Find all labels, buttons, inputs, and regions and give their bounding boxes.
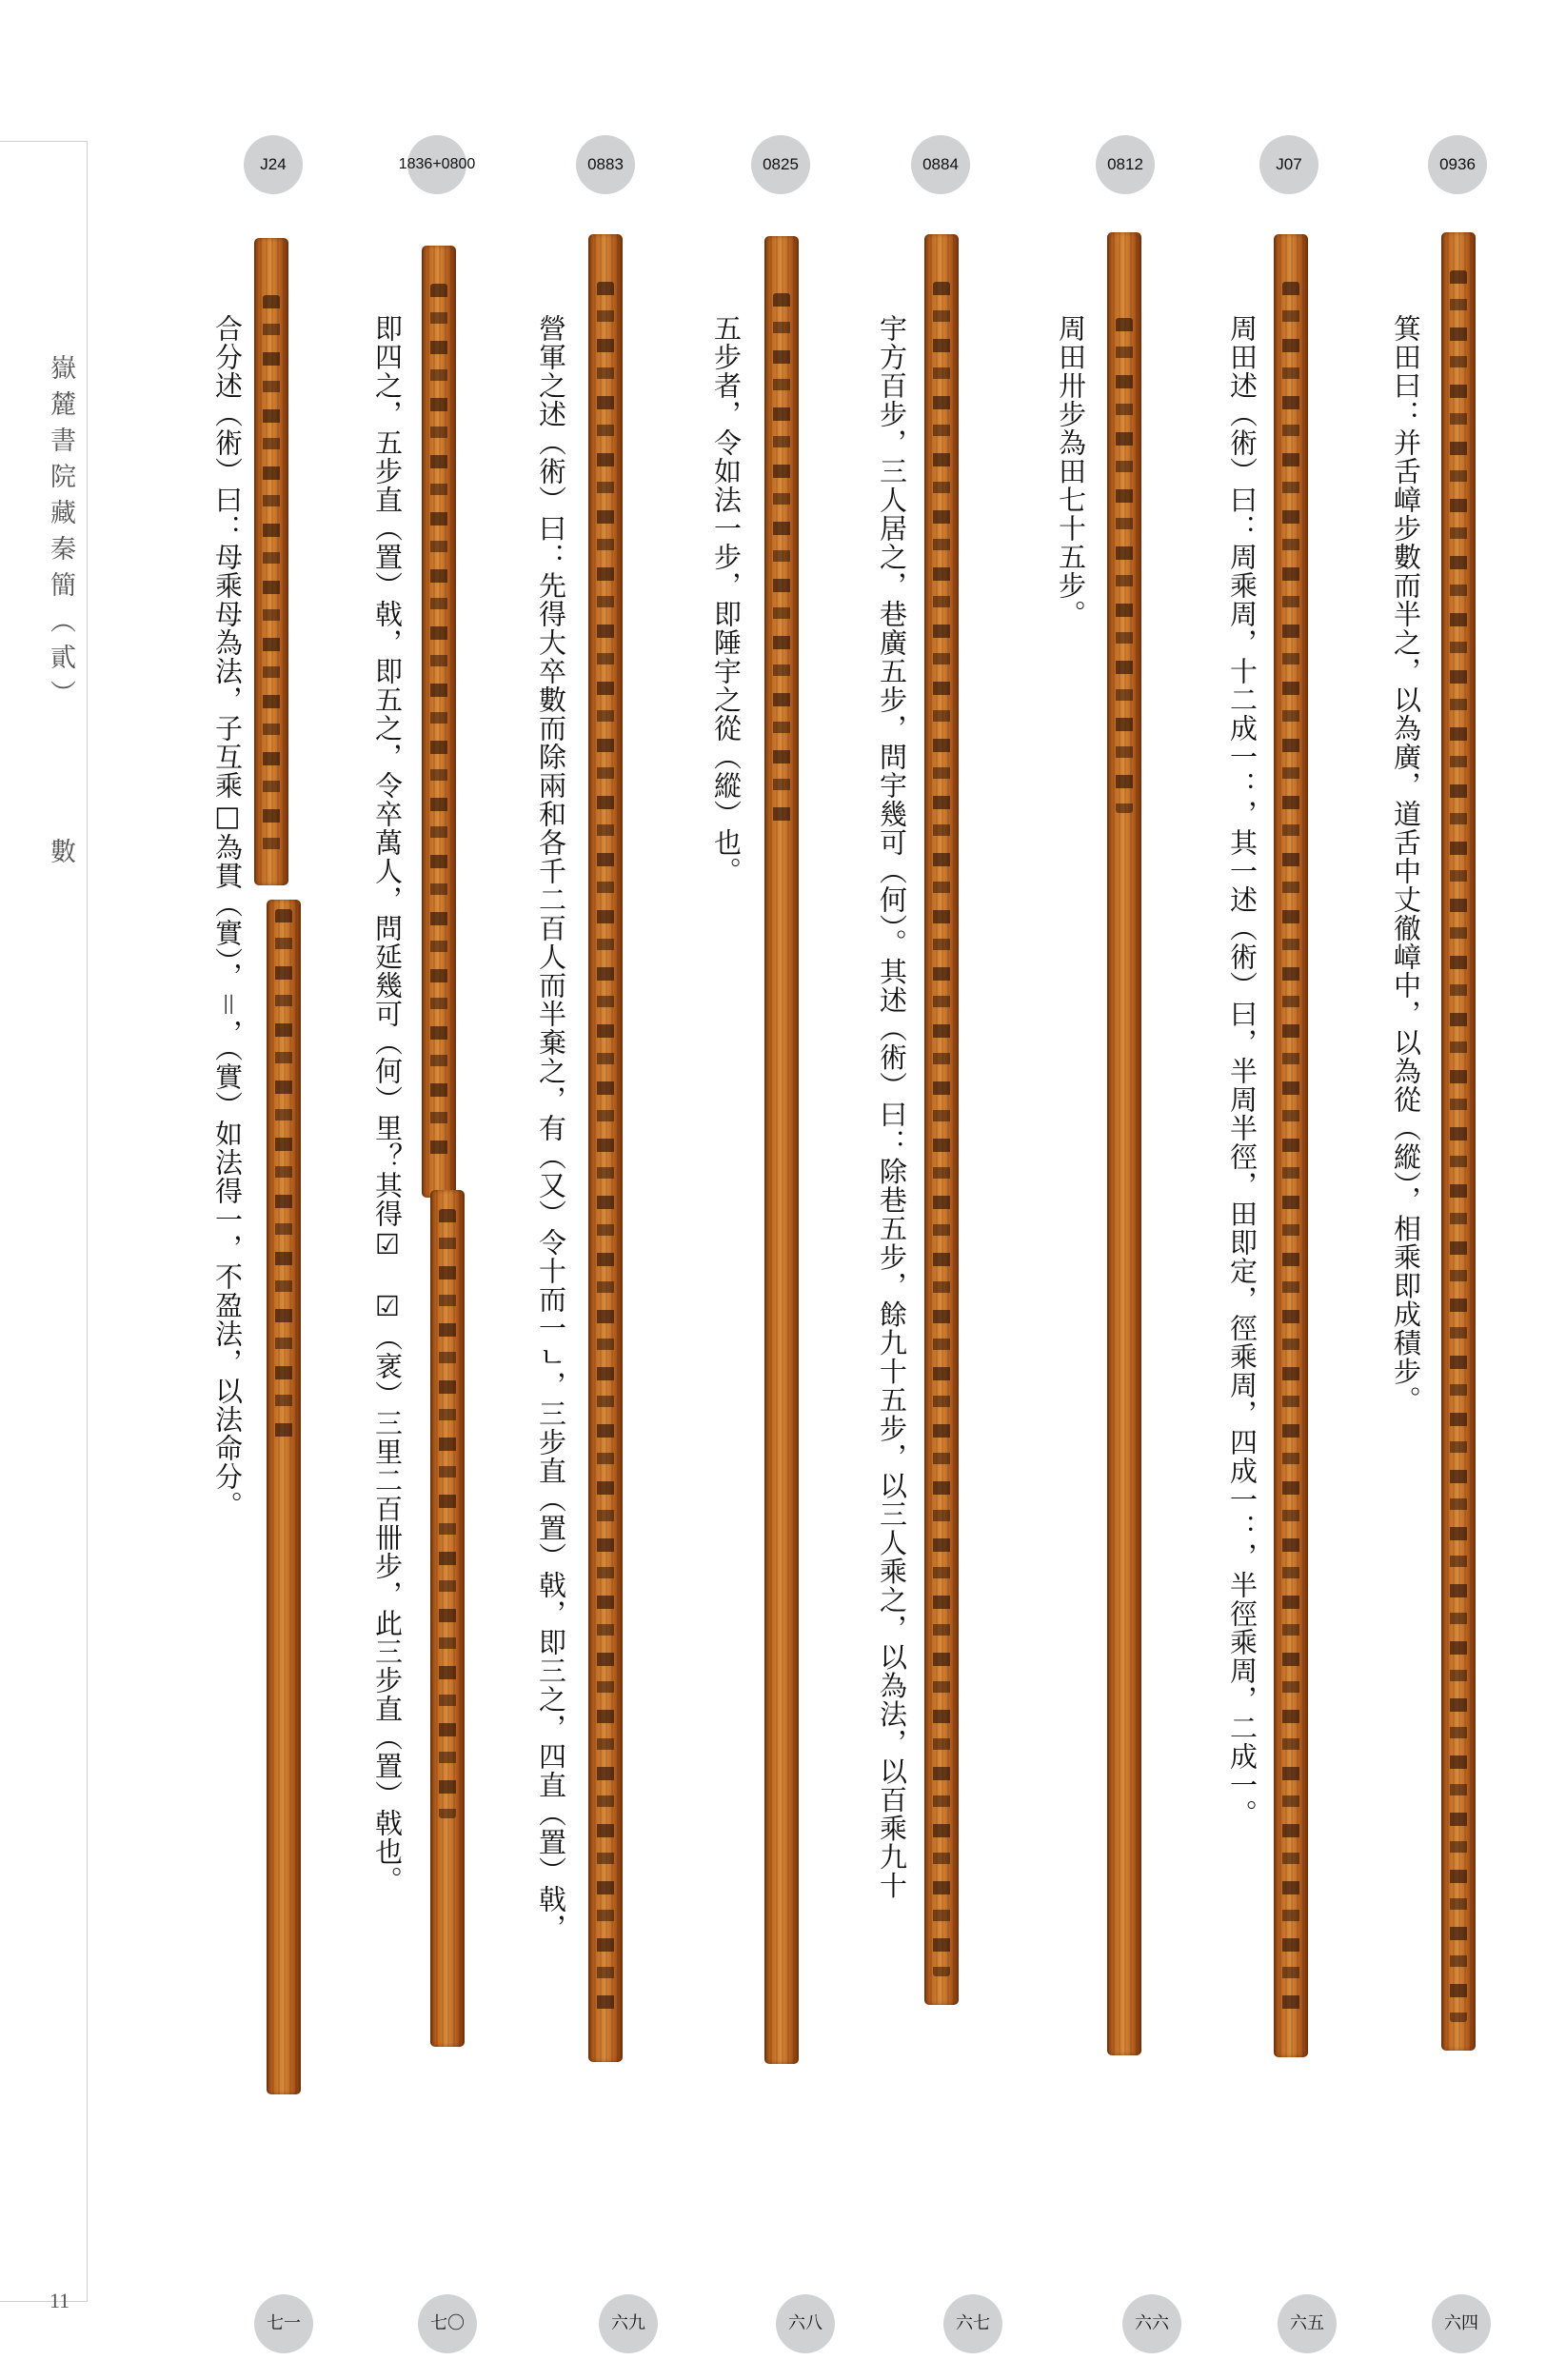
slip-number-badge: 七〇	[418, 2294, 477, 2353]
section-title: 數	[46, 838, 75, 874]
slip-ink	[263, 295, 280, 866]
slip-id-badge: J07	[1259, 135, 1318, 194]
slip-number-badge: 六六	[1122, 2294, 1181, 2353]
slip-id-badge	[398, 135, 476, 194]
slip-id-badge: J24	[244, 135, 303, 194]
transcription-column: 宇方百步，三人居之，巷廣五步，問宇幾可（何）。其述（術）曰：除巷五步，餘九十五步，以三人乘之，以為法，以百乘九十	[876, 314, 908, 1900]
slip-number-badge: 七一	[254, 2294, 313, 2353]
slip-id-badge: 0812	[1096, 135, 1155, 194]
slip-number-badge: 六九	[599, 2294, 658, 2353]
bamboo-slip	[1107, 232, 1141, 2055]
slip-ink	[430, 284, 447, 1169]
slip-id-line: 1836+	[398, 156, 442, 172]
transcription-column: 周田述（術）曰：周乘周，十二成一：，其一述（術）曰，半周半徑，田即定，徑乘周，四成一：，半徑乘周，二成一。	[1226, 314, 1259, 1828]
transcription-column: 五步者，令如法一步，即陲宇之從（縱）也。	[710, 314, 743, 885]
slip-id-line: 0800	[441, 156, 476, 172]
slip-id-badge: 0884	[911, 135, 970, 194]
slip-number-badge: 六八	[776, 2294, 835, 2353]
slip-ink	[275, 909, 292, 1442]
bamboo-slip-upper	[254, 238, 288, 885]
transcription-column: 合分述（術）曰：母乘母為法，子互乘□為貫（實），＝，（實）如法得一，不盈法，以法命分。	[211, 314, 244, 1519]
slip-id-badge: 0825	[751, 135, 810, 194]
bamboo-slip	[924, 234, 959, 2005]
slip-ink	[1282, 282, 1299, 2024]
page-number: 11	[50, 2289, 70, 2312]
bamboo-slip	[764, 236, 799, 2064]
transcription-column: 營軍之述（術）曰：先得大卒數而除兩和各千二百人而半棄之，有（又）令十而一ㄴ，三步直（置）戟，即三之，四直（置）戟，	[535, 314, 567, 1942]
slip-ink	[773, 293, 790, 826]
bamboo-slip	[588, 234, 623, 2062]
slip-number-badge: 六五	[1278, 2294, 1337, 2353]
slip-ink	[439, 1209, 456, 1818]
bamboo-slip-lower	[430, 1190, 465, 2047]
slip-number-badge: 六四	[1432, 2294, 1491, 2353]
slip-ink	[1450, 270, 1467, 2022]
slip-ink	[1116, 318, 1133, 813]
slip-ink	[597, 282, 614, 2024]
transcription-column: 箕田曰：并舌嶂步數而半之，以為廣，道舌中丈徹嶂中，以為從（縱），相乘即成積步。	[1390, 314, 1422, 1415]
bamboo-slip	[1274, 234, 1308, 2057]
transcription-column: 周田卅步為田七十五步。	[1055, 314, 1087, 628]
slip-id-badge: 0883	[576, 135, 635, 194]
slip-ink	[933, 282, 950, 1976]
transcription-column: 即四之，五步直（置）戟，即五之，令卒萬人，問延幾可（何）里？其得☑ ☑（衺）三里二百卌步，此三步直（置）戟也。	[371, 314, 404, 1894]
bamboo-slip-lower	[267, 900, 301, 2094]
bamboo-slip-upper	[422, 246, 456, 1198]
slip-number-badge: 六七	[943, 2294, 1002, 2353]
book-title: 嶽麓書院藏秦簡（貳）	[46, 354, 75, 716]
slip-id-badge: 0936	[1428, 135, 1487, 194]
bamboo-slip	[1441, 232, 1476, 2051]
